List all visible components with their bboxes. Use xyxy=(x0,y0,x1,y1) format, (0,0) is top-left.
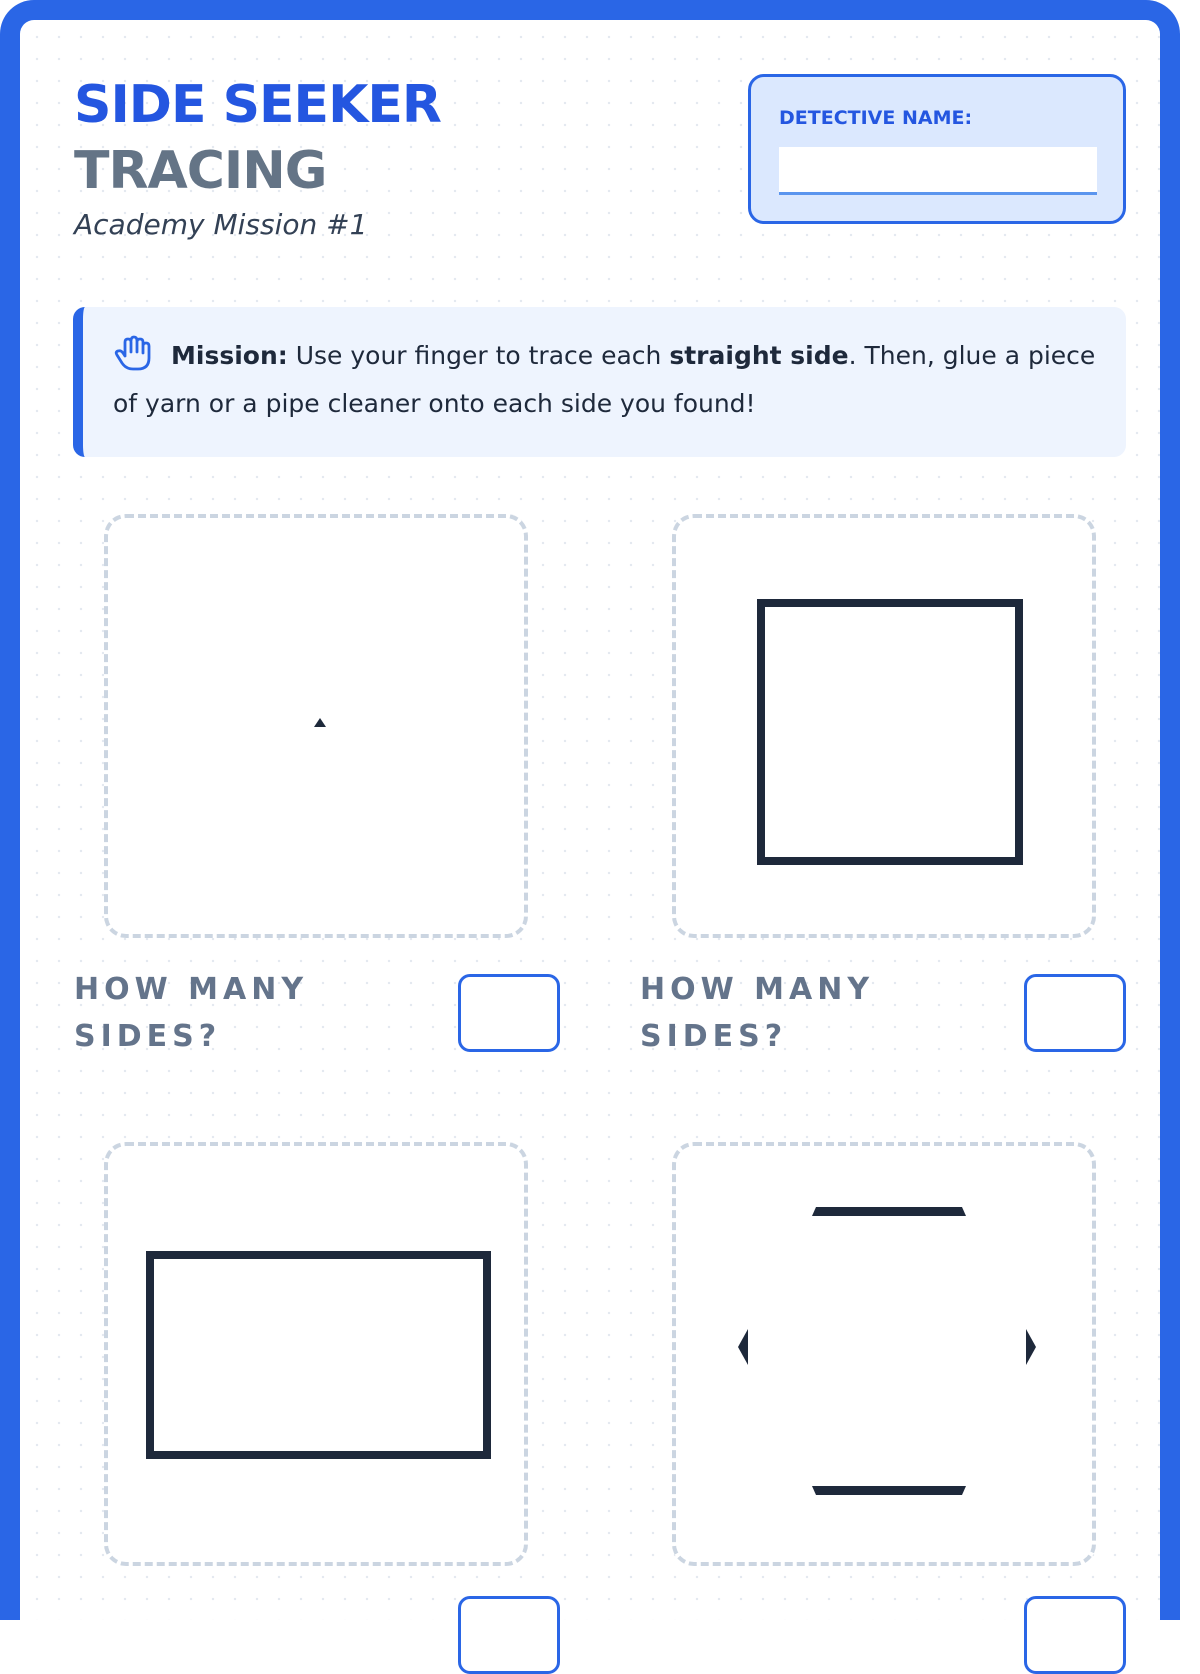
square-outline xyxy=(761,603,1019,861)
detective-name-label: DETECTIVE NAME: xyxy=(779,107,973,129)
hexagon-right-vertex xyxy=(1026,1329,1036,1365)
hexagon-shape xyxy=(676,1146,1100,1570)
page-title-line-2: TRACING xyxy=(74,141,327,201)
answer-box-2[interactable] xyxy=(1024,974,1126,1052)
answer-box-4[interactable] xyxy=(1024,1596,1126,1674)
triangle-shape xyxy=(108,518,532,942)
page-title-line-1: SIDE SEEKER xyxy=(74,75,441,135)
rectangle-shape xyxy=(108,1146,532,1570)
detective-name-field[interactable] xyxy=(779,147,1097,195)
hexagon-bottom-side xyxy=(812,1486,966,1495)
mission-lead: Mission: xyxy=(171,341,288,370)
question-label-1: HOW MANY SIDES? xyxy=(74,972,309,1054)
mission-emphasis: straight side xyxy=(669,341,849,370)
page-subtitle: Academy Mission #1 xyxy=(74,208,368,241)
answer-box-3[interactable] xyxy=(458,1596,560,1674)
square-shape-tile xyxy=(672,514,1096,938)
triangle-apex xyxy=(314,718,326,727)
hand-icon xyxy=(113,334,153,372)
mission-text-start: Use your finger to trace each xyxy=(287,341,670,370)
rectangle-outline xyxy=(150,1255,487,1455)
mission-text-end: . Then, glue a piece of yarn or a pipe cleaner onto each side you found! xyxy=(113,341,1096,418)
hexagon-shape-tile xyxy=(672,1142,1096,1566)
rectangle-shape-tile xyxy=(104,1142,528,1566)
detective-name-card xyxy=(748,74,1126,224)
answer-box-1[interactable] xyxy=(458,974,560,1052)
question-label-2: HOW MANY SIDES? xyxy=(640,972,875,1054)
mission-instructions xyxy=(73,307,1126,457)
square-shape xyxy=(676,518,1100,942)
hexagon-left-vertex xyxy=(738,1329,748,1365)
hexagon-top-side xyxy=(812,1207,966,1216)
triangle-shape-tile xyxy=(104,514,528,938)
